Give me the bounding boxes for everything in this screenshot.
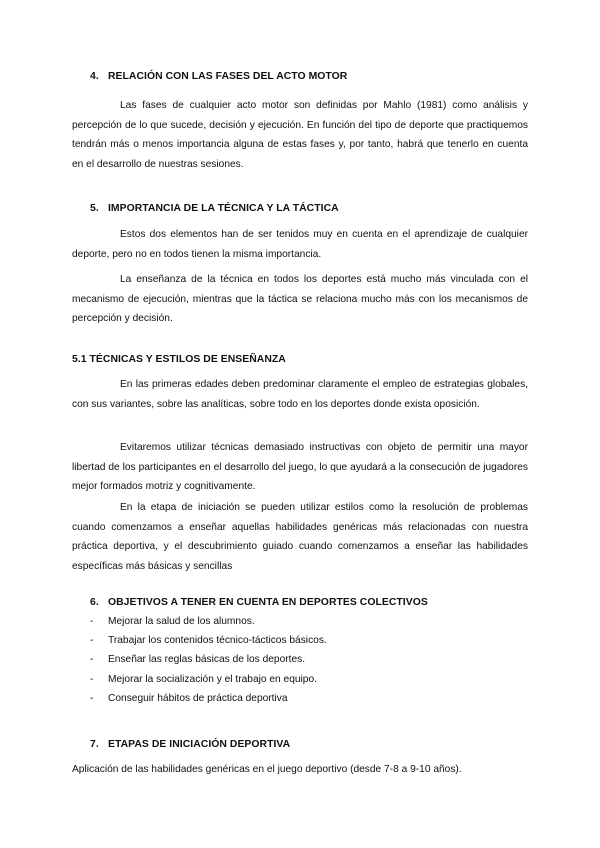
section-number: 4. bbox=[90, 71, 99, 82]
bullet-dash: - bbox=[90, 635, 94, 647]
list-item-text: Mejorar la socialización y el trabajo en equipo. bbox=[108, 673, 317, 685]
section-5-heading bbox=[90, 203, 339, 214]
section-5-1-heading bbox=[72, 354, 286, 365]
list-item-text: Mejorar la salud de los alumnos. bbox=[108, 616, 255, 627]
section-6-heading bbox=[90, 597, 428, 608]
list-item bbox=[90, 631, 327, 650]
objectives-list bbox=[90, 612, 327, 708]
section-7-heading bbox=[90, 739, 290, 750]
list-item bbox=[90, 650, 327, 669]
section-number: 5. bbox=[90, 203, 99, 214]
section-title: ETAPAS DE INICIACIÓN DEPORTIVA bbox=[108, 739, 291, 750]
bullet-dash: - bbox=[90, 654, 94, 666]
list-item bbox=[90, 689, 327, 708]
list-item-text: Conseguir hábitos de práctica deportiva bbox=[108, 692, 288, 704]
paragraph: Evitaremos utilizar técnicas demasiado instructivas con objeto de permitir una mayor libertad de los participantes en el desarrollo del juego, lo que ayudará a la consecución de jugadores mejor formados motriz y cognitivamente. bbox=[72, 442, 528, 493]
section-title: 5.1 TÉCNICAS Y ESTILOS DE ENSEÑANZA bbox=[72, 354, 286, 365]
bullet-dash: - bbox=[90, 673, 94, 685]
paragraph: La enseñanza de la técnica en todos los deportes está mucho más vinculada con el mecanismo de ejecución, mientras que la táctica se relaciona mucho más con los mecanismos de percepción y decisión. bbox=[72, 274, 528, 325]
section-title: IMPORTANCIA DE LA TÉCNICA Y LA TÁCTICA bbox=[108, 203, 339, 214]
section-title: OBJETIVOS A TENER EN CUENTA EN DEPORTES COLECTIVOS bbox=[108, 597, 428, 608]
paragraph: En la etapa de iniciación se pueden utilizar estilos como la resolución de problemas cuando comenzamos a enseñar aquellas habilidades genéricas más relacionadas con nuestra práctica deportiva, y el descubrimiento guiado cuando comenzamos a enseñar las habilidades específicas más básicas y sencillas bbox=[72, 502, 528, 572]
section-title: RELACIÓN CON LAS FASES DEL ACTO MOTOR bbox=[108, 71, 348, 82]
paragraph: En las primeras edades deben predominar claramente el empleo de estrategias globales, con sus variantes, sobre las analíticas, sobre todo en los deportes donde exista oposición. bbox=[72, 379, 528, 410]
section-4-heading bbox=[90, 71, 347, 82]
list-item-text: Enseñar las reglas básicas de los deportes. bbox=[108, 654, 306, 666]
section-number: 6. bbox=[90, 597, 99, 608]
bullet-dash: - bbox=[90, 692, 94, 704]
list-item bbox=[90, 612, 327, 631]
paragraph: Estos dos elementos han de ser tenidos muy en cuenta en el aprendizaje de cualquier deporte, pero no en todos tienen la misma importancia. bbox=[72, 229, 528, 260]
section-number: 7. bbox=[90, 739, 99, 750]
bullet-dash: - bbox=[90, 616, 94, 627]
list-item-text: Trabajar los contenidos técnico-tácticos básicos. bbox=[108, 635, 327, 647]
paragraph: Las fases de cualquier acto motor son definidas por Mahlo (1981) como análisis y percepción de lo que sucede, decisión y ejecución. En función del tipo de deporte que practiquemos tendrán más o menos importancia alguna de estas fases y, por tanto, habrá que tenerlo en cuenta en el desarrollo de nuestras sesiones. bbox=[72, 100, 528, 170]
list-item bbox=[90, 670, 327, 689]
paragraph: Aplicación de las habilidades genéricas en el juego deportivo (desde 7-8 a 9-10 años). bbox=[72, 764, 462, 775]
